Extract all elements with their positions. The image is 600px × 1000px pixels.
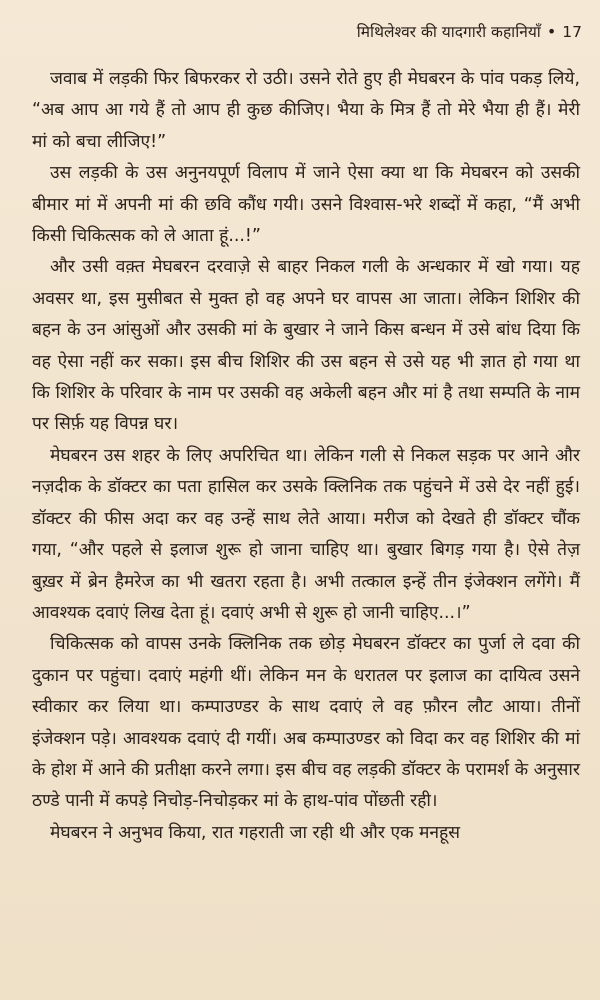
header-separator: • bbox=[546, 22, 557, 41]
paragraph: उस लड़की के उस अनुनयपूर्ण विलाप में जाने ऐसा क्या था कि मेघबरन को उसकी बीमार मां में अपनी मां की छवि कौंध गयी। उसने विश्वास-भरे शब्दों में कहा, “मैं अभी किसी चिकित्सक को ले आता हूं...!” bbox=[32, 163, 580, 247]
paragraph: जवाब में लड़की फिर बिफरकर रो उठी। उसने रोते हुए ही मेघबरन के पांव पकड़ लिये, “अब आप आ गये हैं तो आप ही कुछ कीजिए। भैया के मित्र हैं तो मेरे भैया ही हैं। मेरी मां को बचा लीजिए!” bbox=[32, 69, 580, 152]
body-text bbox=[32, 64, 580, 849]
running-header bbox=[18, 18, 582, 46]
paragraph: और उसी वक़्त मेघबरन दरवाज़े से बाहर निकल गली के अन्धकार में खो गया। यह अवसर था, इस मुसीबत से मुक्त हो वह अपने घर वापस आ जाता। लेकिन शिशिर की बहन के उन आंसुओं और उसकी मां के बुखार ने जाने किस बन्धन में उसे बांध दिया कि वह ऐसा नहीं कर सका। इस बीच शिशिर की उस बहन से उसे यह भी ज्ञात हो गया था कि शिशिर के परिवार के नाम पर उसकी वह अकेली बहन और मां है तथा सम्पति के नाम पर सिर्फ़ यह विपन्न घर। bbox=[32, 257, 580, 435]
book-title: मिथिलेश्वर की यादगारी कहानियाँ bbox=[356, 23, 541, 41]
paragraph: चिकित्सक को वापस उनके क्लिनिक तक छोड़ मेघबरन डॉक्टर का पुर्जा ले दवा की दुकान पर पहुंचा। दवाएं महंगी थीं। लेकिन मन के धरातल पर इलाज का दायित्व उसने स्वीकार कर लिया था। कम्पाउण्डर के साथ दवाएं ले वह फ़ौरन लौट आया। तीनों इंजेक्शन पड़े। आवश्यक दवाएं दी गयीं। अब कम्पाउण्डर को विदा कर वह शिशिर की मां के होश में आने की प्रतीक्षा करने लगा। इस बीच वह लड़की डॉक्टर के परामर्श के अनुसार ठण्डे पानी में कपड़े निचोड़-निचोड़कर मां के हाथ-पांव पोंछती रही। bbox=[32, 634, 580, 812]
paragraph: मेघबरन ने अनुभव किया, रात गहराती जा रही थी और एक मनहूस bbox=[50, 822, 461, 843]
paragraph: मेघबरन उस शहर के लिए अपरिचित था। लेकिन गली से निकल सड़क पर आने और नज़दीक के डॉक्टर का पता हासिल कर उसके क्लिनिक तक पहुंचने में उसे देर नहीं हुई। डॉक्टर की फीस अदा कर वह उन्हें साथ लेते आया। मरीज को देखते ही डॉक्टर चौंक गया, “और पहले से इलाज शुरू हो जाना चाहिए था। बुखार बिगड़ गया है। ऐसे तेज़ बुख़र में ब्रेन हैमरेज का भी खतरा रहता है। अभी तत्काल इन्हें तीन इंजेक्शन लगेंगे। मैं आवश्यक दवाएं लिख देता हूं। दवाएं अभी से शुरू हो जानी चाहिए...।” bbox=[32, 445, 580, 623]
page-number: 17 bbox=[562, 23, 582, 41]
